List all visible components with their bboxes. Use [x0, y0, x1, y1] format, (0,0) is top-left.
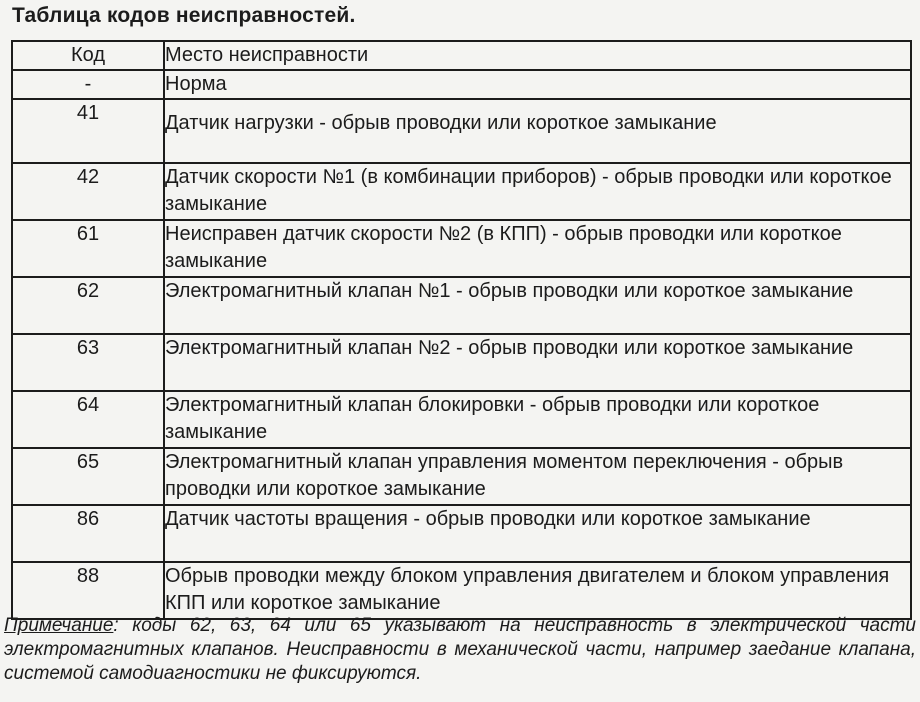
table-row [12, 277, 911, 334]
table-row [12, 220, 911, 277]
table-row [12, 448, 911, 505]
table-row [12, 70, 911, 99]
table-row [12, 163, 911, 220]
table-row [12, 391, 911, 448]
description-cell: Норма [164, 70, 911, 99]
code-cell: 41 [12, 99, 164, 163]
table-row [12, 562, 911, 619]
table-row [12, 334, 911, 391]
description-cell: Датчик скорости №1 (в комбинации приборов) - обрыв проводки или короткое замыкание [164, 163, 911, 220]
header-description: Место неисправности [164, 41, 911, 70]
code-cell: 65 [12, 448, 164, 505]
page-title: Таблица кодов неисправностей. [12, 4, 356, 27]
header-code: Код [12, 41, 164, 70]
table-header-row [12, 41, 911, 70]
fault-codes-table [11, 40, 912, 620]
code-cell: - [12, 70, 164, 99]
code-cell: 62 [12, 277, 164, 334]
description-cell: Датчик частоты вращения - обрыв проводки или короткое замыкание [164, 505, 911, 562]
code-cell: 86 [12, 505, 164, 562]
table-row [12, 99, 911, 163]
code-cell: 63 [12, 334, 164, 391]
footnote [4, 614, 916, 686]
description-cell: Электромагнитный клапан блокировки - обрыв проводки или короткое замыкание [164, 391, 911, 448]
description-cell: Обрыв проводки между блоком управления двигателем и блоком управления КПП или короткое замыкание [164, 562, 911, 619]
table-row [12, 505, 911, 562]
code-cell: 61 [12, 220, 164, 277]
code-cell: 88 [12, 562, 164, 619]
code-cell: 42 [12, 163, 164, 220]
description-cell: Электромагнитный клапан №2 - обрыв проводки или короткое замыкание [164, 334, 911, 391]
description-cell: Датчик нагрузки - обрыв проводки или короткое замыкание [164, 99, 911, 163]
description-cell: Неисправен датчик скорости №2 (в КПП) - обрыв проводки или короткое замыкание [164, 220, 911, 277]
footnote-label: Примечание [4, 615, 114, 636]
code-cell: 64 [12, 391, 164, 448]
description-cell: Электромагнитный клапан №1 - обрыв проводки или короткое замыкание [164, 277, 911, 334]
footnote-text: : коды 62, 63, 64 или 65 указывают на неисправность в электрической части электромагнитных клапанов. Неисправности в механической части, например заедание клапана, системой самодиагностики не фиксируются. [4, 615, 916, 684]
description-cell: Электромагнитный клапан управления моментом переключения - обрыв проводки или короткое замыкание [164, 448, 911, 505]
